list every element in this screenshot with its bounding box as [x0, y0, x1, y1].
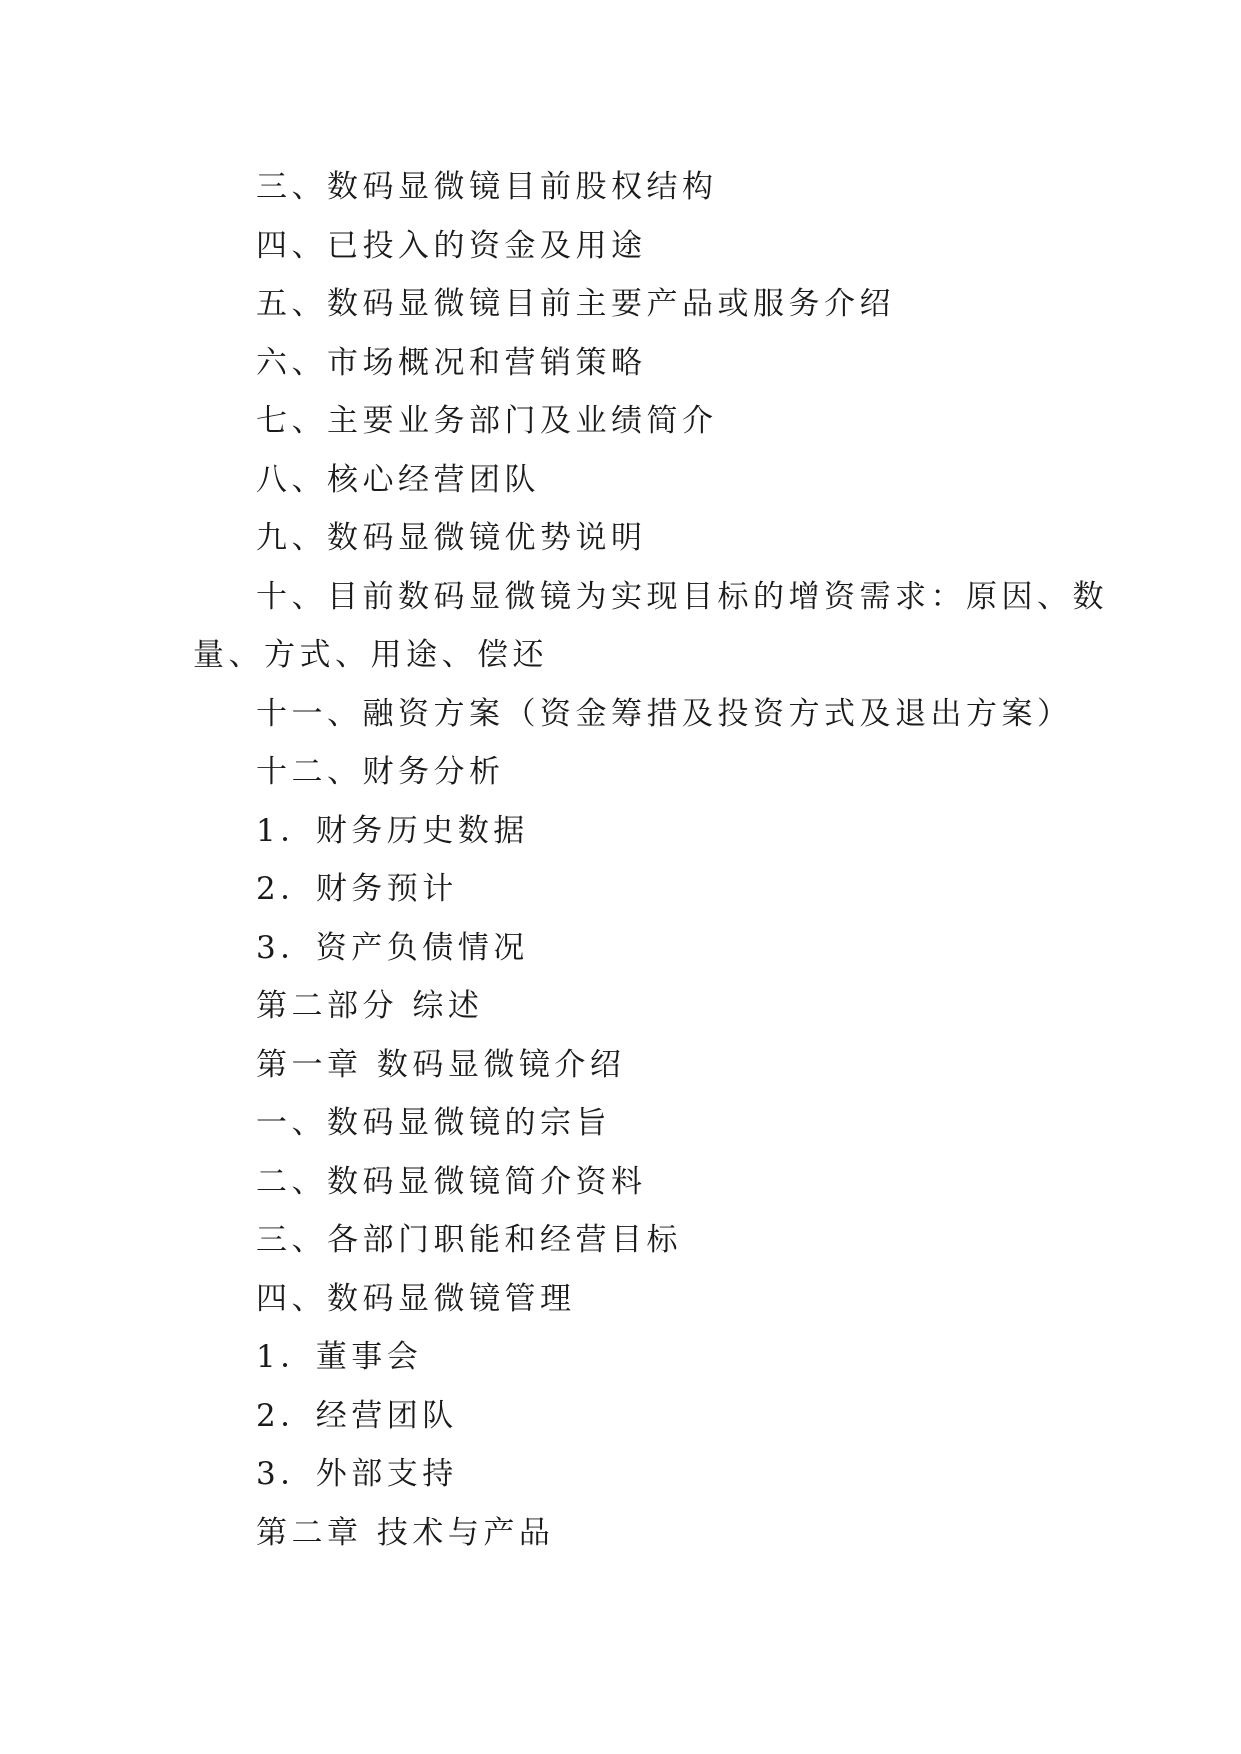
- outline-line: 1．董事会: [256, 1339, 423, 1375]
- outline-line: 六、市场概况和营销策略: [256, 344, 647, 381]
- outline-line: 三、各部门职能和经营目标: [256, 1222, 682, 1258]
- outline-line: 四、已投入的资金及用途: [256, 227, 647, 264]
- outline-line: 七、主要业务部门及业绩简介: [256, 403, 718, 439]
- outline-line: 十一、融资方案（资金筹措及投资方式及退出方案）: [256, 695, 1073, 732]
- outline-line: 1．财务历史数据: [256, 812, 529, 849]
- outline-line-continuation: 量、方式、用途、偿还: [193, 637, 548, 673]
- outline-line: 四、数码显微镜管理: [256, 1280, 576, 1317]
- outline-line: 二、数码显微镜简介资料: [256, 1163, 647, 1200]
- outline-line: 3．外部支持: [256, 1456, 458, 1492]
- outline-line: 八、核心经营团队: [256, 461, 540, 498]
- outline-line: 十二、财务分析: [256, 754, 505, 790]
- outline-line: 五、数码显微镜目前主要产品或服务介绍: [256, 286, 895, 322]
- outline-text: [193, 158, 1108, 1562]
- chapter-heading: 第一章 数码显微镜介绍: [256, 1046, 626, 1083]
- outline-line: 三、数码显微镜目前股权结构: [256, 169, 718, 205]
- chapter-heading: 第二章 技术与产品: [256, 1514, 555, 1551]
- outline-line: 2．经营团队: [256, 1397, 458, 1434]
- section-heading: 第二部分 综述: [256, 988, 484, 1024]
- outline-line: 九、数码显微镜优势说明: [256, 520, 647, 556]
- outline-line: 一、数码显微镜的宗旨: [256, 1105, 611, 1141]
- outline-line: 3．资产负债情况: [256, 929, 529, 966]
- outline-line: 2．财务预计: [256, 871, 458, 907]
- outline-line: 十、目前数码显微镜为实现目标的增资需求：原因、数: [256, 578, 1108, 615]
